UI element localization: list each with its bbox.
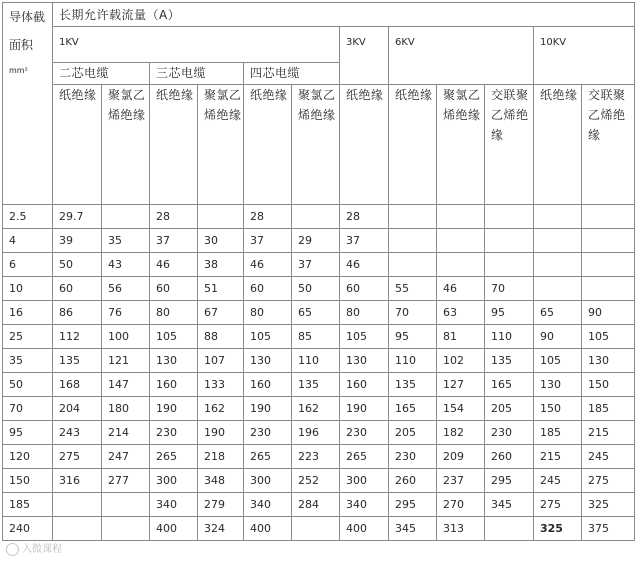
ampacity-cell: 60 <box>340 277 389 301</box>
ampacity-cell: 277 <box>102 469 150 493</box>
table-row <box>3 349 635 373</box>
ampacity-cell: 60 <box>244 277 292 301</box>
core-2-label: 二芯电缆 <box>59 66 110 80</box>
ampacity-cell: 265 <box>150 445 198 469</box>
ampacity-cell: 300 <box>340 469 389 493</box>
ampacity-cell: 182 <box>437 421 485 445</box>
ampacity-cell: 279 <box>198 493 244 517</box>
ampacity-cell: 95 <box>389 325 437 349</box>
ins-label: 纸绝缘 <box>346 88 384 102</box>
ampacity-cell: 160 <box>244 373 292 397</box>
ampacity-cell <box>534 205 582 229</box>
ins-3kv-paper <box>340 85 389 205</box>
ampacity-cell: 70 <box>485 277 534 301</box>
ampacity-cell: 127 <box>437 373 485 397</box>
ampacity-cell: 70 <box>389 301 437 325</box>
ins-10kv-xlpe <box>582 85 635 205</box>
ampacity-cell <box>389 229 437 253</box>
ins-2c-pvc <box>102 85 150 205</box>
ins-label: 纸绝缘 <box>540 88 578 102</box>
ampacity-cell: 43 <box>102 253 150 277</box>
ampacity-cell: 88 <box>198 325 244 349</box>
voltage-6kv-cell <box>389 27 534 85</box>
ampacity-cell: 190 <box>340 397 389 421</box>
ampacity-cell: 230 <box>244 421 292 445</box>
ampacity-cell: 90 <box>534 325 582 349</box>
ampacity-cell: 324 <box>198 517 244 541</box>
ampacity-cell: 56 <box>102 277 150 301</box>
ampacity-cell: 275 <box>534 493 582 517</box>
watermark-logo-icon <box>6 543 19 556</box>
size-cell: 6 <box>3 253 53 277</box>
size-cell: 35 <box>3 349 53 373</box>
table-row <box>3 229 635 253</box>
ampacity-cell: 110 <box>389 349 437 373</box>
ins-label: 缘 <box>491 128 504 142</box>
ins-4c-pvc <box>292 85 340 205</box>
ampacity-cell: 29.7 <box>53 205 102 229</box>
size-cell: 95 <box>3 421 53 445</box>
ampacity-cell: 30 <box>198 229 244 253</box>
ampacity-cell: 28 <box>244 205 292 229</box>
ins-label: 烯绝缘 <box>443 108 481 122</box>
ins-6kv-pvc <box>437 85 485 205</box>
ampacity-cell: 325 <box>534 517 582 541</box>
ampacity-table <box>2 2 635 541</box>
voltage-3kv: 3KV <box>346 37 366 48</box>
table-row <box>3 421 635 445</box>
ampacity-cell: 270 <box>437 493 485 517</box>
ampacity-cell: 105 <box>582 325 635 349</box>
ampacity-cell: 46 <box>437 277 485 301</box>
ampacity-cell <box>102 517 150 541</box>
ampacity-cell: 265 <box>340 445 389 469</box>
ampacity-cell: 130 <box>582 349 635 373</box>
ampacity-cell: 340 <box>150 493 198 517</box>
ampacity-cell: 35 <box>102 229 150 253</box>
size-cell: 25 <box>3 325 53 349</box>
voltage-10kv-cell <box>534 27 635 85</box>
ampacity-cell: 223 <box>292 445 340 469</box>
ampacity-cell: 168 <box>53 373 102 397</box>
ampacity-cell: 260 <box>389 469 437 493</box>
ampacity-cell: 135 <box>389 373 437 397</box>
ampacity-cell: 180 <box>102 397 150 421</box>
voltage-1kv: 1KV <box>59 37 79 48</box>
ampacity-cell: 275 <box>582 469 635 493</box>
core-4-label: 四芯电缆 <box>250 66 301 80</box>
size-cell: 4 <box>3 229 53 253</box>
ampacity-cell: 150 <box>534 397 582 421</box>
ampacity-cell: 28 <box>150 205 198 229</box>
ampacity-cell: 325 <box>582 493 635 517</box>
ins-label: 乙烯绝 <box>588 108 626 122</box>
ampacity-cell: 400 <box>150 517 198 541</box>
ampacity-cell: 105 <box>340 325 389 349</box>
ampacity-cell <box>534 253 582 277</box>
ampacity-cell: 60 <box>150 277 198 301</box>
ampacity-cell: 130 <box>534 373 582 397</box>
ampacity-cell: 95 <box>485 301 534 325</box>
ampacity-cell: 165 <box>485 373 534 397</box>
ampacity-cell: 85 <box>292 325 340 349</box>
table-row <box>3 301 635 325</box>
ins-6kv-paper <box>389 85 437 205</box>
ampacity-cell: 214 <box>102 421 150 445</box>
ampacity-data-rows <box>3 205 635 541</box>
ins-label: 乙烯绝 <box>491 108 529 122</box>
table-row <box>3 469 635 493</box>
ins-label: 交联聚 <box>491 88 529 102</box>
ampacity-cell: 190 <box>198 421 244 445</box>
ampacity-cell: 81 <box>437 325 485 349</box>
ampacity-cell: 185 <box>534 421 582 445</box>
ins-label: 缘 <box>588 128 601 142</box>
table-row <box>3 445 635 469</box>
ampacity-cell <box>534 229 582 253</box>
table-row <box>3 253 635 277</box>
core-4-cell <box>244 63 340 85</box>
ampacity-cell: 400 <box>244 517 292 541</box>
ampacity-cell: 80 <box>244 301 292 325</box>
ins-2c-paper <box>53 85 102 205</box>
ins-label: 聚氯乙 <box>298 88 336 102</box>
ampacity-cell: 105 <box>244 325 292 349</box>
ins-10kv-paper <box>534 85 582 205</box>
ampacity-cell: 205 <box>485 397 534 421</box>
size-header-cell <box>3 3 53 205</box>
ampacity-cell: 29 <box>292 229 340 253</box>
ampacity-cell: 46 <box>150 253 198 277</box>
ampacity-cell: 133 <box>198 373 244 397</box>
ampacity-cell: 345 <box>389 517 437 541</box>
ampacity-cell: 105 <box>534 349 582 373</box>
ampacity-cell <box>292 517 340 541</box>
watermark-text: 入微课程 <box>22 544 62 555</box>
table-row <box>3 517 635 541</box>
ampacity-cell <box>198 205 244 229</box>
ampacity-cell: 135 <box>292 373 340 397</box>
ampacity-cell: 340 <box>244 493 292 517</box>
ampacity-cell <box>485 253 534 277</box>
ampacity-cell: 107 <box>198 349 244 373</box>
ampacity-cell: 190 <box>244 397 292 421</box>
size-cell: 10 <box>3 277 53 301</box>
ampacity-cell: 154 <box>437 397 485 421</box>
ampacity-cell: 28 <box>340 205 389 229</box>
ampacity-cell: 160 <box>340 373 389 397</box>
ampacity-cell: 230 <box>389 445 437 469</box>
ins-6kv-xlpe <box>485 85 534 205</box>
ins-label: 纸绝缘 <box>395 88 433 102</box>
table-row <box>3 373 635 397</box>
core-2-cell <box>53 63 150 85</box>
ampacity-cell: 80 <box>340 301 389 325</box>
ampacity-cell: 295 <box>389 493 437 517</box>
ampacity-cell: 260 <box>485 445 534 469</box>
ins-label: 纸绝缘 <box>59 88 97 102</box>
ins-label: 烯绝缘 <box>298 108 336 122</box>
ampacity-cell: 37 <box>340 229 389 253</box>
ampacity-cell: 55 <box>389 277 437 301</box>
ins-label: 聚氯乙 <box>108 88 146 102</box>
ampacity-cell: 316 <box>53 469 102 493</box>
ampacity-cell: 230 <box>150 421 198 445</box>
ins-3c-paper <box>150 85 198 205</box>
ampacity-cell <box>102 493 150 517</box>
voltage-3kv-cell <box>340 27 389 85</box>
size-cell: 150 <box>3 469 53 493</box>
ampacity-cell: 243 <box>53 421 102 445</box>
core-3-cell <box>150 63 244 85</box>
core-3-label: 三芯电缆 <box>156 66 207 80</box>
ampacity-cell: 230 <box>485 421 534 445</box>
ampacity-cell: 265 <box>244 445 292 469</box>
ampacity-cell: 340 <box>340 493 389 517</box>
size-cell: 185 <box>3 493 53 517</box>
ampacity-cell: 284 <box>292 493 340 517</box>
ampacity-cell: 39 <box>53 229 102 253</box>
ampacity-cell: 50 <box>53 253 102 277</box>
voltage-10kv: 10KV <box>540 37 567 48</box>
ampacity-cell <box>485 517 534 541</box>
ampacity-cell: 209 <box>437 445 485 469</box>
ampacity-cell <box>102 205 150 229</box>
ampacity-cell: 65 <box>534 301 582 325</box>
table-row <box>3 205 635 229</box>
ampacity-cell: 90 <box>582 301 635 325</box>
ampacity-cell: 102 <box>437 349 485 373</box>
ampacity-cell <box>53 517 102 541</box>
ampacity-cell: 165 <box>389 397 437 421</box>
ampacity-cell: 135 <box>53 349 102 373</box>
ampacity-cell: 245 <box>534 469 582 493</box>
ampacity-cell: 110 <box>292 349 340 373</box>
ins-label: 纸绝缘 <box>156 88 194 102</box>
ampacity-cell: 348 <box>198 469 244 493</box>
size-header-line1: 导体截 <box>9 10 46 24</box>
voltage-1kv-cell <box>53 27 340 63</box>
ampacity-cell: 160 <box>150 373 198 397</box>
ampacity-cell: 218 <box>198 445 244 469</box>
ins-3c-pvc <box>198 85 244 205</box>
ampacity-cell: 204 <box>53 397 102 421</box>
ampacity-cell <box>437 253 485 277</box>
size-header-line2: 面积 <box>9 38 34 52</box>
ampacity-cell: 247 <box>102 445 150 469</box>
ampacity-cell: 150 <box>582 373 635 397</box>
ampacity-cell <box>389 205 437 229</box>
ampacity-cell <box>582 205 635 229</box>
ins-4c-paper <box>244 85 292 205</box>
ampacity-cell <box>485 205 534 229</box>
table-row <box>3 277 635 301</box>
ampacity-cell: 50 <box>292 277 340 301</box>
ampacity-cell: 80 <box>150 301 198 325</box>
current-title-cell <box>53 3 635 27</box>
ampacity-cell: 135 <box>485 349 534 373</box>
ampacity-cell: 112 <box>53 325 102 349</box>
ampacity-cell: 275 <box>53 445 102 469</box>
ampacity-cell: 110 <box>485 325 534 349</box>
ampacity-cell: 121 <box>102 349 150 373</box>
size-cell: 2.5 <box>3 205 53 229</box>
ampacity-cell: 300 <box>244 469 292 493</box>
ins-label: 聚氯乙 <box>204 88 242 102</box>
ampacity-cell: 375 <box>582 517 635 541</box>
ampacity-cell <box>389 253 437 277</box>
ampacity-cell: 51 <box>198 277 244 301</box>
ins-label: 烯绝缘 <box>204 108 242 122</box>
size-cell: 50 <box>3 373 53 397</box>
ampacity-cell: 130 <box>150 349 198 373</box>
ampacity-cell: 86 <box>53 301 102 325</box>
ampacity-cell <box>292 205 340 229</box>
ampacity-cell <box>582 277 635 301</box>
ampacity-cell <box>53 493 102 517</box>
ampacity-cell: 205 <box>389 421 437 445</box>
ampacity-cell: 60 <box>53 277 102 301</box>
ampacity-cell: 130 <box>340 349 389 373</box>
ampacity-cell: 37 <box>292 253 340 277</box>
ampacity-cell: 76 <box>102 301 150 325</box>
ins-label: 聚氯乙 <box>443 88 481 102</box>
ampacity-cell <box>582 253 635 277</box>
ampacity-cell: 252 <box>292 469 340 493</box>
ampacity-cell: 162 <box>292 397 340 421</box>
table-row <box>3 493 635 517</box>
ampacity-cell: 65 <box>292 301 340 325</box>
ins-label: 交联聚 <box>588 88 626 102</box>
ins-label: 烯绝缘 <box>108 108 146 122</box>
ampacity-cell: 185 <box>582 397 635 421</box>
ampacity-cell: 67 <box>198 301 244 325</box>
size-cell: 16 <box>3 301 53 325</box>
ins-label: 纸绝缘 <box>250 88 288 102</box>
ampacity-cell: 230 <box>340 421 389 445</box>
ampacity-cell: 63 <box>437 301 485 325</box>
ampacity-cell <box>437 205 485 229</box>
watermark <box>6 540 62 556</box>
ampacity-cell: 237 <box>437 469 485 493</box>
size-cell: 240 <box>3 517 53 541</box>
ampacity-cell <box>485 229 534 253</box>
ampacity-cell: 215 <box>534 445 582 469</box>
ampacity-cell: 400 <box>340 517 389 541</box>
ampacity-cell <box>534 277 582 301</box>
ampacity-cell: 37 <box>150 229 198 253</box>
ampacity-cell: 100 <box>102 325 150 349</box>
table-row <box>3 397 635 421</box>
size-cell: 120 <box>3 445 53 469</box>
ampacity-cell: 38 <box>198 253 244 277</box>
ampacity-cell: 345 <box>485 493 534 517</box>
ampacity-cell: 46 <box>244 253 292 277</box>
voltage-6kv: 6KV <box>395 37 415 48</box>
ampacity-cell <box>437 229 485 253</box>
ampacity-cell: 215 <box>582 421 635 445</box>
ampacity-cell: 162 <box>198 397 244 421</box>
ampacity-cell: 313 <box>437 517 485 541</box>
table-row <box>3 325 635 349</box>
ampacity-cell: 190 <box>150 397 198 421</box>
ampacity-cell: 295 <box>485 469 534 493</box>
ampacity-cell: 130 <box>244 349 292 373</box>
current-title: 长期允许载流量（A） <box>59 7 181 22</box>
ampacity-cell: 37 <box>244 229 292 253</box>
ampacity-cell <box>582 229 635 253</box>
ampacity-cell: 105 <box>150 325 198 349</box>
ampacity-cell: 245 <box>582 445 635 469</box>
ampacity-cell: 300 <box>150 469 198 493</box>
size-cell: 70 <box>3 397 53 421</box>
ampacity-cell: 196 <box>292 421 340 445</box>
ampacity-cell: 46 <box>340 253 389 277</box>
size-unit: mm² <box>9 66 28 75</box>
ampacity-cell: 147 <box>102 373 150 397</box>
